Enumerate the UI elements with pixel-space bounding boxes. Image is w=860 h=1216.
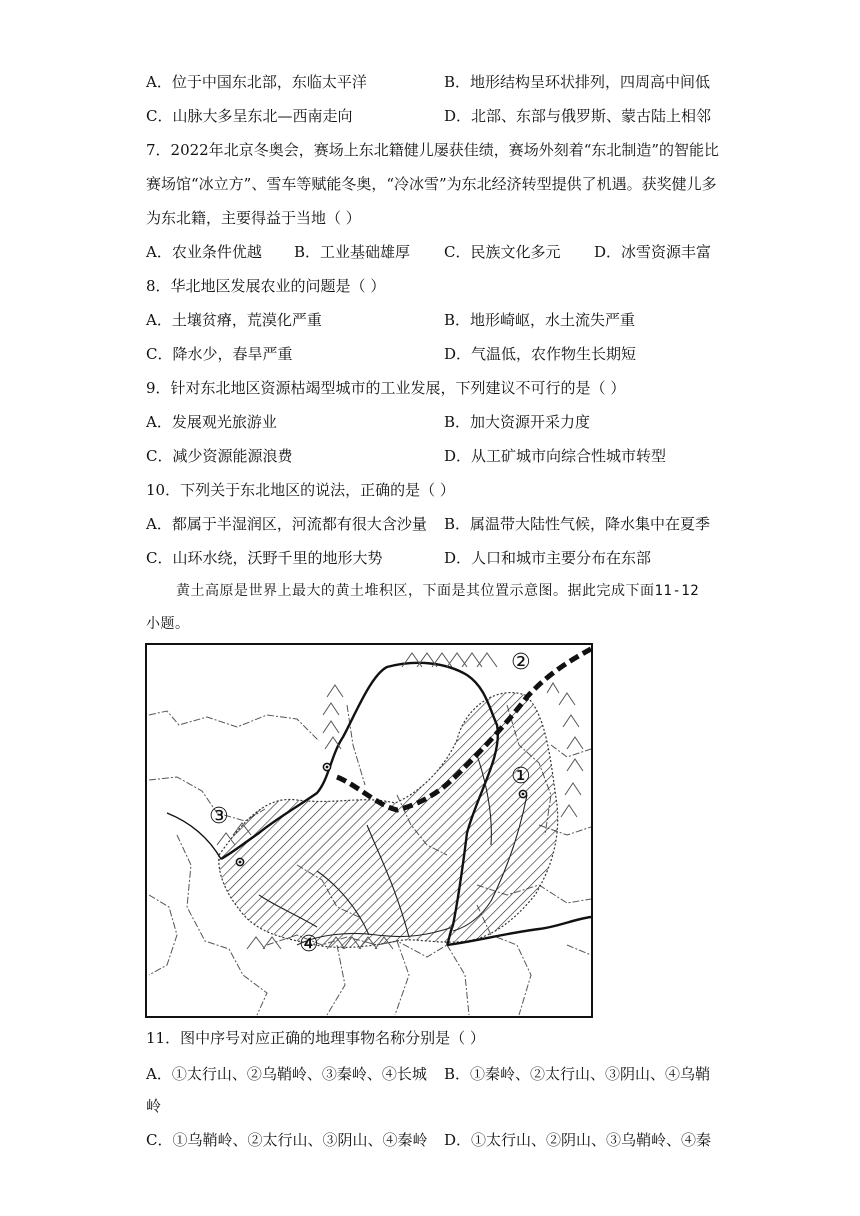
map-label-2: ②	[511, 650, 531, 675]
q6-option-c: C．山脉大多呈东北—西南走向	[146, 107, 353, 125]
q6-option-a: A．位于中国东北部，东临太平洋	[146, 73, 367, 91]
q6-option-d: D．北部、东部与俄罗斯、蒙古陆上相邻	[444, 107, 712, 125]
q10-option-a: A．都属于半湿润区，河流都有很大含沙量	[146, 515, 427, 533]
q7-option-c: C．民族文化多元	[444, 243, 561, 261]
q10-stem: 10．下列关于东北地区的说法，正确的是（ ）	[146, 481, 455, 499]
q9-option-b: B．加大资源开采力度	[444, 413, 591, 431]
loess-plateau-region	[219, 693, 558, 948]
q7-option-b: B．工业基础雄厚	[294, 243, 411, 261]
q8-option-c: C．降水少，春旱严重	[146, 345, 293, 363]
q10-option-c: C．山环水绕，沃野千里的地形大势	[146, 549, 383, 567]
q10-option-d: D．人口和城市主要分布在东部	[444, 549, 652, 567]
q11-option-a: A．①太行山、②乌鞘岭、③秦岭、④长城	[146, 1065, 427, 1083]
map-label-4: ④	[299, 932, 319, 957]
q8-option-d: D．气温低，农作物生长期短	[444, 345, 637, 363]
map-label-1: ①	[511, 764, 531, 789]
q10-option-b: B．属温带大陆性气候，降水集中在夏季	[444, 515, 711, 533]
q9-option-d: D．从工矿城市向综合性城市转型	[444, 447, 667, 465]
loess-plateau-map	[145, 643, 593, 1018]
q7-option-d: D．冰雪资源丰富	[594, 243, 712, 261]
q11-option-b-cont: 岭	[146, 1097, 162, 1115]
intro-line-2: 小题。	[146, 616, 190, 632]
q11-option-d: D．①太行山、②阴山、③乌鞘岭、④秦	[444, 1131, 712, 1149]
q8-stem: 8．华北地区发展农业的问题是（ ）	[146, 277, 386, 295]
q7-option-a: A．农业条件优越	[146, 243, 262, 261]
q7-stem-line-1: 7．2022年北京冬奥会，赛场上东北籍健儿屡获佳绩，赛场外刻着“东北制造”的智能比	[146, 141, 720, 159]
map-label-3: ③	[209, 804, 229, 829]
q8-option-b: B．地形崎岖，水土流失严重	[444, 311, 636, 329]
q11-stem: 11．图中序号对应正确的地理事物名称分别是（ ）	[146, 1029, 485, 1047]
q11-option-b: B．①秦岭、②太行山、③阴山、④乌鞘	[444, 1065, 711, 1083]
q7-stem-line-2: 赛场馆“冰立方”、雪车等赋能冬奥，“冷冰雪”为东北经济转型提供了机遇。获奖健儿多	[146, 175, 717, 193]
q9-stem: 9．针对东北地区资源枯竭型城市的工业发展，下列建议不可行的是（ ）	[146, 379, 626, 397]
q7-stem-line-3: 为东北籍，主要得益于当地（ ）	[146, 209, 361, 227]
intro-line-1: 黄土高原是世界上最大的黄土堆积区，下面是其位置示意图。据此完成下面11-12	[176, 583, 700, 599]
q9-option-a: A．发展观光旅游业	[146, 413, 277, 431]
q8-option-a: A．土壤贫瘠，荒漠化严重	[146, 311, 322, 329]
q6-option-b: B．地形结构呈环状排列，四周高中间低	[444, 73, 711, 91]
q11-option-c: C．①乌鞘岭、②太行山、③阴山、④秦岭	[146, 1131, 428, 1149]
map-svg	[147, 645, 591, 1016]
q9-option-c: C．减少资源能源浪费	[146, 447, 293, 465]
